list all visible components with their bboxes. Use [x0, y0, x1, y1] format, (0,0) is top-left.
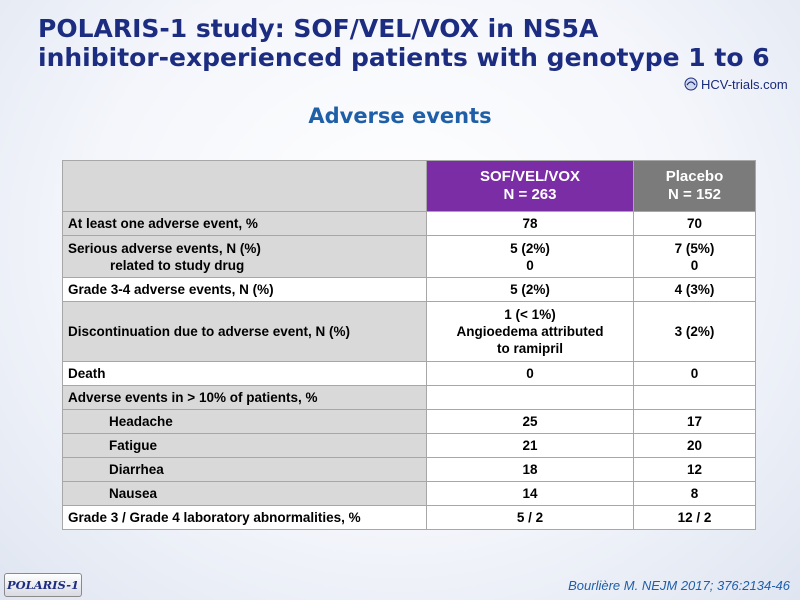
row-label: Adverse events in > 10% of patients, %	[63, 386, 427, 410]
slide-title	[38, 14, 798, 72]
row-label: Discontinuation due to adverse event, N (%)	[63, 302, 427, 362]
header-empty-cell	[63, 161, 427, 212]
header-sof-vel-vox	[427, 161, 634, 212]
header-placebo-n: N = 152	[668, 186, 721, 203]
table-row	[63, 434, 756, 458]
placebo-value: 8	[634, 482, 756, 506]
row-label: Headache	[63, 410, 427, 434]
sof-value: 14	[427, 482, 634, 506]
reference-citation: Bourlière M. NEJM 2017; 376:2134-46	[568, 578, 790, 593]
sof-value: 21	[427, 434, 634, 458]
placebo-value: 17	[634, 410, 756, 434]
table-header-row	[63, 161, 756, 212]
sof-value: 5 (2%)	[427, 278, 634, 302]
placebo-value	[634, 236, 756, 278]
sof-value: 5 / 2	[427, 506, 634, 530]
header-sof-name: SOF/VEL/VOX	[479, 168, 581, 185]
placebo-value	[634, 386, 756, 410]
sof-value-line1: 5 (2%)	[510, 240, 550, 256]
placebo-value: 3 (2%)	[634, 302, 756, 362]
sof-value	[427, 236, 634, 278]
sof-value-line2: 0	[526, 257, 534, 273]
row-label-main: Serious adverse events, N (%)	[68, 240, 261, 256]
table-row	[63, 278, 756, 302]
placebo-value: 20	[634, 434, 756, 458]
adverse-events-table	[62, 160, 756, 530]
sof-value: 0	[427, 362, 634, 386]
table-row	[63, 482, 756, 506]
placebo-value-line2: 0	[690, 257, 699, 273]
placebo-value: 12 / 2	[634, 506, 756, 530]
table-row	[63, 410, 756, 434]
table-row	[63, 236, 756, 278]
study-badge: POLARIS-1	[4, 573, 82, 597]
row-label-sub: related to study drug	[110, 257, 245, 273]
row-label: At least one adverse event, %	[63, 212, 427, 236]
placebo-value: 0	[634, 362, 756, 386]
table-row	[63, 458, 756, 482]
row-label: Death	[63, 362, 427, 386]
placebo-value: 12	[634, 458, 756, 482]
row-label: Diarrhea	[63, 458, 427, 482]
table-row	[63, 212, 756, 236]
title-line-1: POLARIS-1 study: SOF/VEL/VOX in NS5A	[38, 14, 599, 43]
title-line-2: inhibitor-experienced patients with genotype 1 to 6	[38, 43, 770, 72]
placebo-value-line1: 7 (5%)	[674, 240, 715, 256]
sof-value-line1: 1 (< 1%)	[504, 307, 556, 322]
header-placebo-name: Placebo	[665, 168, 724, 185]
placebo-value: 4 (3%)	[634, 278, 756, 302]
row-label: Nausea	[63, 482, 427, 506]
sof-value-line2: Angioedema attributed	[456, 324, 604, 339]
section-subtitle: Adverse events	[308, 104, 492, 128]
table-row	[63, 506, 756, 530]
sof-value	[427, 302, 634, 362]
row-label: Grade 3-4 adverse events, N (%)	[63, 278, 427, 302]
row-label	[63, 236, 427, 278]
sof-value: 18	[427, 458, 634, 482]
placebo-value: 70	[634, 212, 756, 236]
logo-mark-icon	[684, 77, 698, 91]
table-row	[63, 362, 756, 386]
header-placebo	[634, 161, 756, 212]
header-sof-n: N = 263	[503, 186, 557, 203]
hcv-trials-logo	[684, 76, 788, 92]
sof-value: 25	[427, 410, 634, 434]
table-row	[63, 386, 756, 410]
row-label: Grade 3 / Grade 4 laboratory abnormalities, %	[63, 506, 427, 530]
sof-value: 78	[427, 212, 634, 236]
logo-text: HCV-trials.com	[701, 76, 788, 92]
table-row	[63, 302, 756, 362]
row-label: Fatigue	[63, 434, 427, 458]
sof-value-line3: to ramipril	[496, 341, 563, 356]
sof-value	[427, 386, 634, 410]
